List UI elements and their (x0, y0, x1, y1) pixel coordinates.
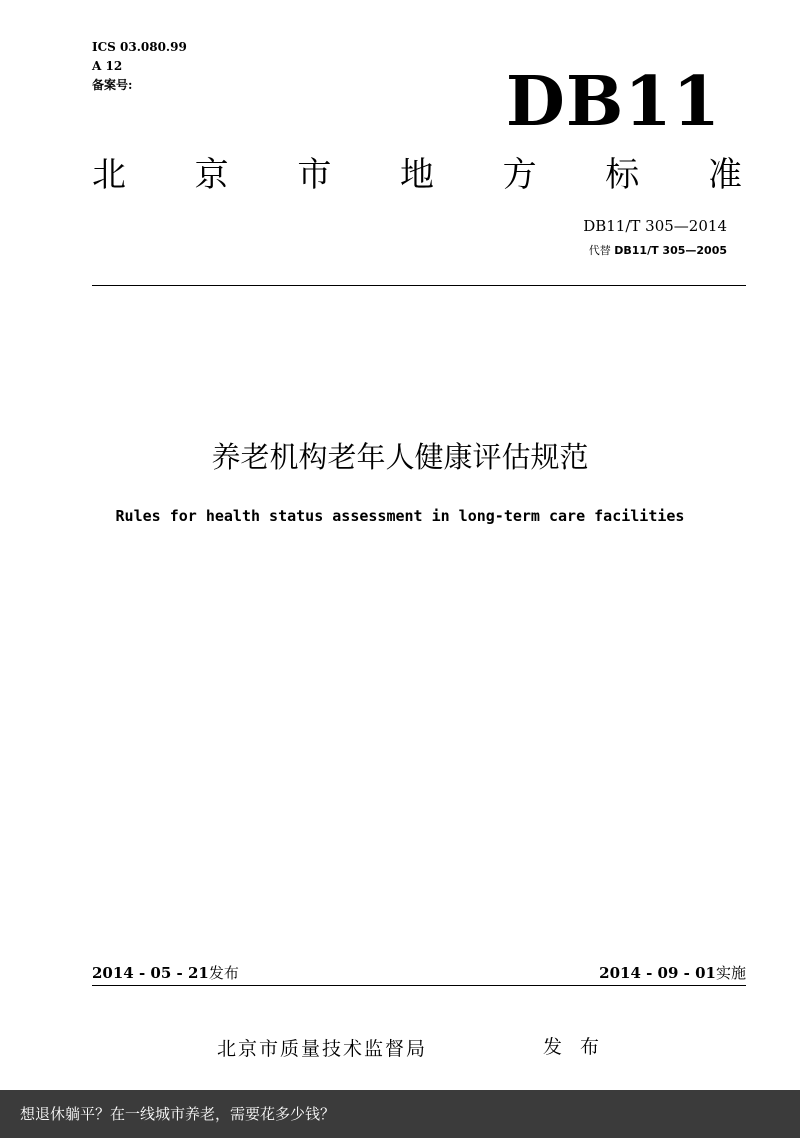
standard-type-title (92, 152, 742, 198)
db-code-logo: DB11 (505, 62, 721, 142)
replaces-line (589, 243, 727, 259)
publish-label: 发布 (208, 964, 239, 982)
classification-block (92, 38, 187, 95)
document-title-chinese: 养老机构老年人健康评估规范 (211, 440, 589, 474)
standard-number: DB11/T 305—2014 (583, 217, 727, 235)
standard-type-char: 方 (502, 155, 537, 195)
record-number-label: 备案号: (92, 78, 133, 92)
standard-type-char: 地 (399, 155, 434, 195)
standard-type-char: 市 (297, 155, 332, 195)
replaces-label: 代替 (588, 244, 611, 257)
standard-type-char: 北 (92, 155, 126, 195)
effective-date: 2014 - 09 - 01 (599, 964, 716, 982)
issue-label: 发 布 (543, 1036, 606, 1058)
effective-date-line (599, 962, 746, 984)
standard-type-char: 准 (707, 155, 742, 195)
ics-code: ICS 03.080.99 (92, 40, 187, 54)
category-code: A 12 (92, 59, 123, 73)
bottom-divider (92, 985, 746, 986)
publish-date: 2014 - 05 - 21 (92, 964, 209, 982)
standard-type-char: 标 (605, 155, 640, 195)
replaced-standard-code: DB11/T 305—2005 (614, 244, 727, 257)
document-title-english: Rules for health status assessment in long-term care facilities (115, 507, 685, 525)
publish-date-line (92, 962, 239, 984)
standard-type-char: 京 (194, 155, 229, 195)
issuing-authority: 北京市质量技术监督局 (217, 1038, 428, 1060)
caption-text: 想退休躺平？在一线城市养老，需要花多少钱？ (20, 1105, 336, 1123)
top-divider (92, 285, 746, 286)
caption-bar (0, 1090, 800, 1138)
effective-label: 实施 (715, 964, 746, 982)
